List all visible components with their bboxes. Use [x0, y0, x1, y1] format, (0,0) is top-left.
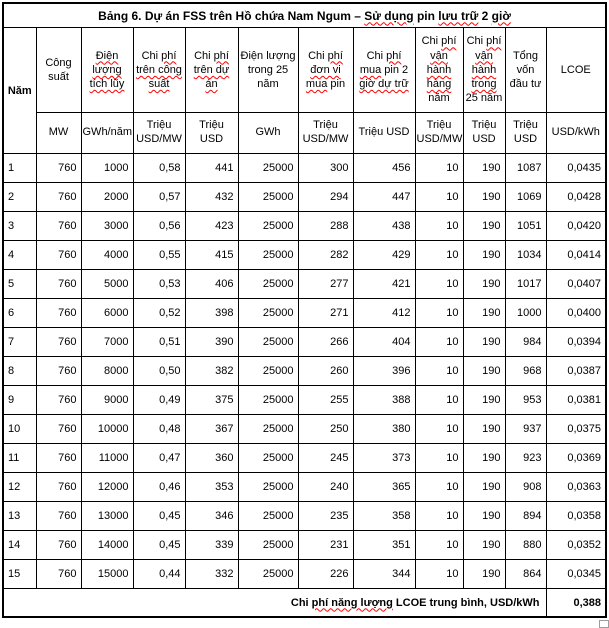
footer-text: Chi: [290, 596, 312, 609]
misspelled-text: phí năng lượng: [311, 596, 393, 609]
header-text: năm: [428, 92, 450, 105]
cell-chi-phi-tren-du-an: 415: [185, 241, 238, 270]
cell-dien-luong-trong-25-nam: 25000: [238, 473, 298, 502]
cell-dien-luong-trong-25-nam: 25000: [238, 415, 298, 444]
cell-nam: 15: [3, 560, 36, 589]
column-header-dien-luong-tich-luy: [81, 28, 133, 113]
cell-tong-von-dau-tu: 1051: [505, 212, 546, 241]
cell-chi-phi-tren-cong-suat: 0,53: [133, 270, 185, 299]
cell-chi-phi-tren-du-an: 360: [185, 444, 238, 473]
cell-chi-phi-tren-cong-suat: 0,52: [133, 299, 185, 328]
cell-chi-phi-van-hanh-trong-25-nam: 190: [463, 560, 505, 589]
cell-dien-luong-trong-25-nam: 25000: [238, 328, 298, 357]
cell-cong-suat: 760: [36, 415, 81, 444]
footer-text: LCOE trung bình, USD/kWh: [392, 596, 540, 609]
cell-cong-suat: 760: [36, 299, 81, 328]
cell-chi-phi-tren-cong-suat: 0,47: [133, 444, 185, 473]
cell-chi-phi-tren-cong-suat: 0,45: [133, 502, 185, 531]
cell-lcoe: 0,0394: [546, 328, 606, 357]
cell-chi-phi-mua-pin-2-gio-du-tru: 380: [353, 415, 415, 444]
cell-dien-luong-tich-luy: 11000: [81, 444, 133, 473]
column-header-chi-phi-van-hanh-trong-25-nam: [463, 28, 505, 113]
cell-chi-phi-don-vi-mua-pin: 266: [298, 328, 353, 357]
cell-cong-suat: 760: [36, 212, 81, 241]
unit-header-cong-suat: MW: [36, 113, 81, 154]
cell-chi-phi-tren-cong-suat: 0,49: [133, 386, 185, 415]
cell-chi-phi-don-vi-mua-pin: 245: [298, 444, 353, 473]
cell-lcoe: 0,0363: [546, 473, 606, 502]
cell-chi-phi-tren-cong-suat: 0,44: [133, 560, 185, 589]
cell-lcoe: 0,0345: [546, 560, 606, 589]
cell-cong-suat: 760: [36, 531, 81, 560]
footer-value: 0,388: [546, 589, 606, 618]
cell-tong-von-dau-tu: 894: [505, 502, 546, 531]
cell-cong-suat: 760: [36, 444, 81, 473]
header-text: LCOE: [560, 63, 591, 76]
cell-dien-luong-tich-luy: 13000: [81, 502, 133, 531]
cell-chi-phi-van-hanh-hang-nam: 10: [415, 299, 463, 328]
cell-cong-suat: 760: [36, 241, 81, 270]
cell-chi-phi-van-hanh-trong-25-nam: 190: [463, 183, 505, 212]
cell-dien-luong-trong-25-nam: 25000: [238, 444, 298, 473]
misspelled-text: phí mua: [359, 49, 402, 76]
cell-dien-luong-tich-luy: 7000: [81, 328, 133, 357]
title-text: Bảng 6. Dự án FSS trên Hồ chứa Nam Ngum –: [98, 8, 365, 23]
cell-chi-phi-van-hanh-trong-25-nam: 190: [463, 473, 505, 502]
misspelled-text: phí trên công suất: [136, 49, 182, 91]
table-row: [3, 154, 606, 183]
unit-header-chi-phi-van-hanh-hang-nam: Triệu USD/MW: [415, 113, 463, 154]
cell-lcoe: 0,0400: [546, 299, 606, 328]
header-text: Tổng vốn đầu tư: [509, 49, 542, 91]
cell-chi-phi-van-hanh-hang-nam: 10: [415, 531, 463, 560]
cell-tong-von-dau-tu: 1034: [505, 241, 546, 270]
cell-dien-luong-trong-25-nam: 25000: [238, 386, 298, 415]
cell-chi-phi-tren-cong-suat: 0,48: [133, 415, 185, 444]
table-row: [3, 444, 606, 473]
cell-chi-phi-van-hanh-trong-25-nam: 190: [463, 415, 505, 444]
cell-chi-phi-mua-pin-2-gio-du-tru: 351: [353, 531, 415, 560]
cell-chi-phi-don-vi-mua-pin: 271: [298, 299, 353, 328]
cell-lcoe: 0,0414: [546, 241, 606, 270]
cell-lcoe: 0,0387: [546, 357, 606, 386]
header-text: Chi: [141, 49, 162, 62]
column-header-chi-phi-tren-cong-suat: [133, 28, 185, 113]
cell-chi-phi-tren-du-an: 406: [185, 270, 238, 299]
cell-dien-luong-tich-luy: 10000: [81, 415, 133, 444]
cell-chi-phi-tren-du-an: 353: [185, 473, 238, 502]
cell-chi-phi-van-hanh-trong-25-nam: 190: [463, 531, 505, 560]
cell-tong-von-dau-tu: 923: [505, 444, 546, 473]
cell-chi-phi-van-hanh-hang-nam: 10: [415, 183, 463, 212]
cell-chi-phi-tren-du-an: 375: [185, 386, 238, 415]
cell-dien-luong-tich-luy: 5000: [81, 270, 133, 299]
table-resize-handle[interactable]: [599, 620, 609, 628]
cell-chi-phi-mua-pin-2-gio-du-tru: 429: [353, 241, 415, 270]
cell-chi-phi-van-hanh-trong-25-nam: 190: [463, 386, 505, 415]
cell-chi-phi-mua-pin-2-gio-du-tru: 421: [353, 270, 415, 299]
cell-chi-phi-mua-pin-2-gio-du-tru: 344: [353, 560, 415, 589]
table-body: [3, 154, 606, 589]
cell-cong-suat: 760: [36, 328, 81, 357]
cell-chi-phi-don-vi-mua-pin: 250: [298, 415, 353, 444]
footer-row: [3, 589, 606, 618]
cell-cong-suat: 760: [36, 560, 81, 589]
cell-nam: 9: [3, 386, 36, 415]
misspelled-text: giờ: [491, 8, 511, 23]
cell-lcoe: 0,0407: [546, 270, 606, 299]
column-header-nam: Năm: [3, 28, 36, 154]
column-header-chi-phi-don-vi-mua-pin: [298, 28, 353, 113]
cell-dien-luong-tich-luy: 6000: [81, 299, 133, 328]
table-row: [3, 299, 606, 328]
column-header-lcoe: [546, 28, 606, 113]
cell-chi-phi-van-hanh-hang-nam: 10: [415, 357, 463, 386]
cell-nam: 14: [3, 531, 36, 560]
cell-lcoe: 0,0420: [546, 212, 606, 241]
cell-tong-von-dau-tu: 864: [505, 560, 546, 589]
cell-chi-phi-tren-du-an: 339: [185, 531, 238, 560]
misspelled-text: phí vận hành trong: [471, 35, 502, 91]
cell-chi-phi-tren-cong-suat: 0,50: [133, 357, 185, 386]
column-header-cong-suat: [36, 28, 81, 113]
cell-chi-phi-don-vi-mua-pin: 300: [298, 154, 353, 183]
unit-header-dien-luong-tich-luy: GWh/năm: [81, 113, 133, 154]
header-row-labels: [3, 28, 606, 113]
table-row: [3, 560, 606, 589]
cell-chi-phi-van-hanh-hang-nam: 10: [415, 241, 463, 270]
misspelled-text: Sử dụng: [364, 8, 414, 23]
cell-chi-phi-van-hanh-hang-nam: 10: [415, 154, 463, 183]
cell-chi-phi-van-hanh-hang-nam: 10: [415, 560, 463, 589]
cell-lcoe: 0,0358: [546, 502, 606, 531]
cell-chi-phi-mua-pin-2-gio-du-tru: 358: [353, 502, 415, 531]
cell-chi-phi-tren-cong-suat: 0,56: [133, 212, 185, 241]
cell-dien-luong-tich-luy: 15000: [81, 560, 133, 589]
header-text: pin: [327, 78, 346, 91]
cell-cong-suat: 760: [36, 183, 81, 212]
cell-chi-phi-tren-cong-suat: 0,46: [133, 473, 185, 502]
unit-header-lcoe: USD/kWh: [546, 113, 606, 154]
table-title: [3, 3, 606, 28]
fss-nam-ngum-table: [2, 2, 607, 618]
table-row: [3, 212, 606, 241]
cell-nam: 10: [3, 415, 36, 444]
header-text: Chi: [466, 35, 487, 48]
cell-lcoe: 0,0435: [546, 154, 606, 183]
table-foot: [3, 589, 606, 618]
cell-chi-phi-don-vi-mua-pin: 282: [298, 241, 353, 270]
table-row: [3, 386, 606, 415]
cell-tong-von-dau-tu: 908: [505, 473, 546, 502]
header-text: Chi: [366, 49, 387, 62]
header-text: Chi: [421, 35, 442, 48]
cell-chi-phi-van-hanh-trong-25-nam: 190: [463, 502, 505, 531]
header-row-units: [3, 113, 606, 154]
cell-chi-phi-mua-pin-2-gio-du-tru: 456: [353, 154, 415, 183]
cell-chi-phi-don-vi-mua-pin: 226: [298, 560, 353, 589]
unit-header-chi-phi-mua-pin-2-gio-du-tru: Triệu USD: [353, 113, 415, 154]
cell-cong-suat: 760: [36, 270, 81, 299]
cell-nam: 7: [3, 328, 36, 357]
footer-label: [3, 589, 546, 618]
cell-nam: 12: [3, 473, 36, 502]
misspelled-text: phí trên dự án: [193, 49, 230, 91]
cell-chi-phi-tren-du-an: 332: [185, 560, 238, 589]
table-row: [3, 328, 606, 357]
table-row: [3, 183, 606, 212]
header-text: 25 năm: [465, 92, 503, 105]
cell-chi-phi-mua-pin-2-gio-du-tru: 412: [353, 299, 415, 328]
header-text: Điện lượng trong 25 năm: [240, 49, 296, 91]
misspelled-text: lưu trữ: [438, 8, 479, 23]
cell-chi-phi-van-hanh-trong-25-nam: 190: [463, 270, 505, 299]
unit-header-chi-phi-van-hanh-trong-25-nam: Triệu USD: [463, 113, 505, 154]
cell-chi-phi-van-hanh-hang-nam: 10: [415, 502, 463, 531]
table-row: [3, 357, 606, 386]
table-row: [3, 531, 606, 560]
cell-chi-phi-mua-pin-2-gio-du-tru: 438: [353, 212, 415, 241]
cell-chi-phi-mua-pin-2-gio-du-tru: 365: [353, 473, 415, 502]
cell-dien-luong-trong-25-nam: 25000: [238, 241, 298, 270]
cell-chi-phi-tren-cong-suat: 0,45: [133, 531, 185, 560]
cell-chi-phi-van-hanh-hang-nam: 10: [415, 386, 463, 415]
cell-nam: 6: [3, 299, 36, 328]
cell-chi-phi-mua-pin-2-gio-du-tru: 447: [353, 183, 415, 212]
table-row: [3, 473, 606, 502]
header-text: pin 2: [381, 63, 409, 76]
cell-chi-phi-van-hanh-hang-nam: 10: [415, 212, 463, 241]
cell-tong-von-dau-tu: 937: [505, 415, 546, 444]
title-text: 2: [478, 8, 492, 23]
cell-chi-phi-don-vi-mua-pin: 277: [298, 270, 353, 299]
cell-chi-phi-van-hanh-trong-25-nam: 190: [463, 444, 505, 473]
cell-chi-phi-van-hanh-hang-nam: 10: [415, 270, 463, 299]
cell-dien-luong-tich-luy: 8000: [81, 357, 133, 386]
column-header-dien-luong-trong-25-nam: [238, 28, 298, 113]
cell-nam: 5: [3, 270, 36, 299]
cell-lcoe: 0,0381: [546, 386, 606, 415]
cell-lcoe: 0,0375: [546, 415, 606, 444]
cell-cong-suat: 760: [36, 502, 81, 531]
cell-chi-phi-tren-du-an: 398: [185, 299, 238, 328]
cell-nam: 3: [3, 212, 36, 241]
cell-cong-suat: 760: [36, 386, 81, 415]
cell-chi-phi-tren-cong-suat: 0,55: [133, 241, 185, 270]
title-text: pin: [413, 8, 439, 23]
header-text: Chi: [308, 49, 328, 62]
cell-chi-phi-tren-du-an: 441: [185, 154, 238, 183]
cell-chi-phi-tren-du-an: 346: [185, 502, 238, 531]
cell-chi-phi-van-hanh-hang-nam: 10: [415, 328, 463, 357]
cell-chi-phi-van-hanh-trong-25-nam: 190: [463, 299, 505, 328]
misspelled-text: Điện lượng tích lũy: [89, 49, 125, 91]
column-header-chi-phi-van-hanh-hang-nam: [415, 28, 463, 113]
cell-nam: 2: [3, 183, 36, 212]
unit-header-tong-von-dau-tu: Triệu USD: [505, 113, 546, 154]
cell-dien-luong-trong-25-nam: 25000: [238, 212, 298, 241]
cell-lcoe: 0,0369: [546, 444, 606, 473]
unit-header-chi-phi-don-vi-mua-pin: Triệu USD/MW: [298, 113, 353, 154]
cell-chi-phi-mua-pin-2-gio-du-tru: 404: [353, 328, 415, 357]
cell-dien-luong-trong-25-nam: 25000: [238, 357, 298, 386]
cell-chi-phi-don-vi-mua-pin: 240: [298, 473, 353, 502]
cell-chi-phi-van-hanh-trong-25-nam: 190: [463, 241, 505, 270]
misspelled-text: phí đơn vi mua: [305, 49, 343, 91]
cell-chi-phi-tren-du-an: 423: [185, 212, 238, 241]
cell-tong-von-dau-tu: 1017: [505, 270, 546, 299]
cell-chi-phi-tren-du-an: 367: [185, 415, 238, 444]
cell-dien-luong-trong-25-nam: 25000: [238, 183, 298, 212]
cell-chi-phi-don-vi-mua-pin: 260: [298, 357, 353, 386]
cell-nam: 8: [3, 357, 36, 386]
cell-chi-phi-van-hanh-trong-25-nam: 190: [463, 357, 505, 386]
cell-dien-luong-tich-luy: 1000: [81, 154, 133, 183]
cell-chi-phi-don-vi-mua-pin: 294: [298, 183, 353, 212]
cell-nam: 11: [3, 444, 36, 473]
header-text: Chi: [194, 49, 214, 62]
cell-dien-luong-trong-25-nam: 25000: [238, 531, 298, 560]
cell-chi-phi-tren-du-an: 382: [185, 357, 238, 386]
cell-tong-von-dau-tu: 953: [505, 386, 546, 415]
cell-tong-von-dau-tu: 1087: [505, 154, 546, 183]
cell-chi-phi-van-hanh-trong-25-nam: 190: [463, 328, 505, 357]
cell-chi-phi-van-hanh-hang-nam: 10: [415, 473, 463, 502]
cell-chi-phi-mua-pin-2-gio-du-tru: 373: [353, 444, 415, 473]
cell-dien-luong-tich-luy: 9000: [81, 386, 133, 415]
cell-chi-phi-van-hanh-trong-25-nam: 190: [463, 212, 505, 241]
misspelled-text: phí vận hành hàng: [426, 35, 457, 91]
cell-dien-luong-trong-25-nam: 25000: [238, 502, 298, 531]
table-head: [3, 3, 606, 154]
cell-chi-phi-tren-du-an: 390: [185, 328, 238, 357]
cell-cong-suat: 760: [36, 154, 81, 183]
cell-tong-von-dau-tu: 880: [505, 531, 546, 560]
cell-cong-suat: 760: [36, 357, 81, 386]
cell-nam: 4: [3, 241, 36, 270]
cell-lcoe: 0,0352: [546, 531, 606, 560]
column-header-chi-phi-tren-du-an: [185, 28, 238, 113]
cell-lcoe: 0,0428: [546, 183, 606, 212]
cell-dien-luong-trong-25-nam: 25000: [238, 270, 298, 299]
cell-chi-phi-tren-cong-suat: 0,51: [133, 328, 185, 357]
cell-tong-von-dau-tu: 1069: [505, 183, 546, 212]
cell-chi-phi-don-vi-mua-pin: 235: [298, 502, 353, 531]
table-row: [3, 415, 606, 444]
cell-dien-luong-tich-luy: 14000: [81, 531, 133, 560]
cell-tong-von-dau-tu: 1000: [505, 299, 546, 328]
cell-chi-phi-van-hanh-hang-nam: 10: [415, 444, 463, 473]
cell-dien-luong-tich-luy: 12000: [81, 473, 133, 502]
cell-dien-luong-tich-luy: 2000: [81, 183, 133, 212]
unit-header-dien-luong-trong-25-nam: GWh: [238, 113, 298, 154]
cell-chi-phi-tren-du-an: 432: [185, 183, 238, 212]
title-row: [3, 3, 606, 28]
misspelled-text: giờ dự trữ: [359, 78, 409, 91]
header-text: Công suất: [45, 56, 72, 83]
cell-nam: 13: [3, 502, 36, 531]
cell-cong-suat: 760: [36, 473, 81, 502]
cell-chi-phi-don-vi-mua-pin: 255: [298, 386, 353, 415]
cell-chi-phi-mua-pin-2-gio-du-tru: 396: [353, 357, 415, 386]
table-row: [3, 241, 606, 270]
cell-chi-phi-don-vi-mua-pin: 288: [298, 212, 353, 241]
cell-chi-phi-van-hanh-hang-nam: 10: [415, 415, 463, 444]
column-header-chi-phi-mua-pin-2-gio-du-tru: [353, 28, 415, 113]
unit-header-chi-phi-tren-du-an: Triệu USD: [185, 113, 238, 154]
cell-chi-phi-van-hanh-trong-25-nam: 190: [463, 154, 505, 183]
cell-dien-luong-trong-25-nam: 25000: [238, 299, 298, 328]
column-header-tong-von-dau-tu: [505, 28, 546, 113]
cell-dien-luong-tich-luy: 4000: [81, 241, 133, 270]
table-row: [3, 502, 606, 531]
cell-tong-von-dau-tu: 984: [505, 328, 546, 357]
cell-nam: 1: [3, 154, 36, 183]
cell-dien-luong-trong-25-nam: 25000: [238, 154, 298, 183]
cell-chi-phi-tren-cong-suat: 0,57: [133, 183, 185, 212]
cell-chi-phi-don-vi-mua-pin: 231: [298, 531, 353, 560]
cell-dien-luong-trong-25-nam: 25000: [238, 560, 298, 589]
cell-chi-phi-mua-pin-2-gio-du-tru: 388: [353, 386, 415, 415]
table-row: [3, 270, 606, 299]
cell-chi-phi-tren-cong-suat: 0,58: [133, 154, 185, 183]
unit-header-chi-phi-tren-cong-suat: Triệu USD/MW: [133, 113, 185, 154]
cell-dien-luong-tich-luy: 3000: [81, 212, 133, 241]
cell-tong-von-dau-tu: 968: [505, 357, 546, 386]
